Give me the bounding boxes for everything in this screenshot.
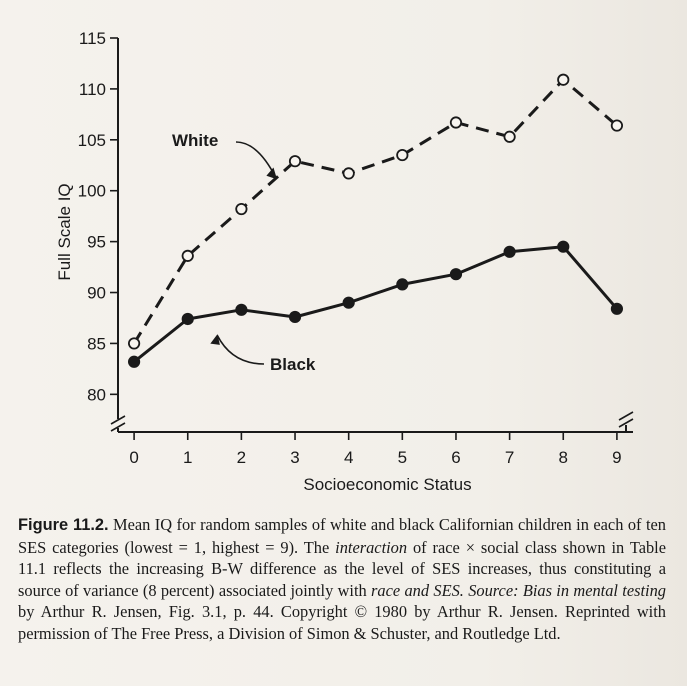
black-series-label: Black <box>270 355 316 374</box>
caption-race-ses: race and SES. <box>371 580 464 600</box>
y-tick-label: 95 <box>87 232 106 252</box>
x-tick-label: 7 <box>504 448 515 467</box>
x-tick-label: 8 <box>558 448 568 467</box>
caption-interaction: interaction <box>335 537 408 557</box>
right-axis-break-mark <box>619 412 633 427</box>
black-data-point <box>236 305 246 315</box>
caption-text-3: by Arthur R. Jensen, Fig. 3.1, p. 44. Copyright © 1980 by Arthur R. Jensen. Reprinted with permission of The Free Press, a Division of Simon & Schuster, and Routledge Ltd. <box>18 602 666 643</box>
y-tick-label: 80 <box>87 385 106 405</box>
black-data-point <box>504 247 514 257</box>
black-data-point <box>183 314 193 324</box>
white-data-point <box>183 251 193 261</box>
x-tick-label: 1 <box>183 448 193 467</box>
y-tick-label: 85 <box>87 334 106 354</box>
y-tick-label: 100 <box>77 181 106 201</box>
x-tick-label: 4 <box>343 448 354 467</box>
white-data-point <box>558 75 568 85</box>
figure-caption <box>18 514 666 644</box>
white-data-point <box>451 117 461 127</box>
y-tick-label: 90 <box>87 283 106 303</box>
x-tick-label: 0 <box>129 448 139 467</box>
white-data-point <box>236 204 246 214</box>
x-tick-label: 6 <box>451 448 461 467</box>
white-data-point <box>129 338 139 348</box>
x-tick-label: 3 <box>290 448 300 467</box>
black-label-pointer <box>217 335 264 364</box>
black-data-point <box>290 312 300 322</box>
caption-source: Source: Bias in mental testing <box>468 580 666 600</box>
caption-text-2: of race × social class shown in Table 11.1 reflects the increasing B-W difference as the level of SES increases, thus constituting a source of variance (8 percent) associated jointly with <box>18 537 667 600</box>
x-tick-label: 5 <box>397 448 408 467</box>
x-axis-label: Socioeconomic Status <box>303 475 472 494</box>
y-tick-label: 105 <box>77 130 106 150</box>
white-data-point <box>612 120 622 130</box>
chart-series <box>129 75 622 367</box>
white-data-point <box>290 156 300 166</box>
black-data-point <box>558 242 568 252</box>
white-label-arrowhead <box>267 168 276 178</box>
white-data-point <box>504 132 514 142</box>
black-data-point <box>397 279 407 289</box>
figure-label: Figure 11.2. <box>18 516 109 534</box>
black-data-point <box>451 269 461 279</box>
caption-text-1: Mean IQ for random samples of white and black Californian children in each of ten SES categories (lowest = 1, highest = 9). The <box>18 515 666 557</box>
x-tick-label: 2 <box>236 448 247 467</box>
black-label-arrowhead <box>211 335 219 344</box>
black-series-line <box>134 247 617 362</box>
white-series-label: White <box>172 131 219 150</box>
black-data-point <box>343 298 353 308</box>
white-data-point <box>343 168 353 178</box>
white-data-point <box>397 150 407 160</box>
x-tick-label: 9 <box>612 448 622 467</box>
black-data-point <box>612 304 622 314</box>
black-data-point <box>129 357 139 367</box>
chart-axes <box>111 38 633 432</box>
y-tick-label: 110 <box>78 79 106 99</box>
white-series-line <box>134 80 617 344</box>
y-axis-label: Full Scale IQ <box>55 183 74 281</box>
y-tick-label: 115 <box>78 29 106 48</box>
